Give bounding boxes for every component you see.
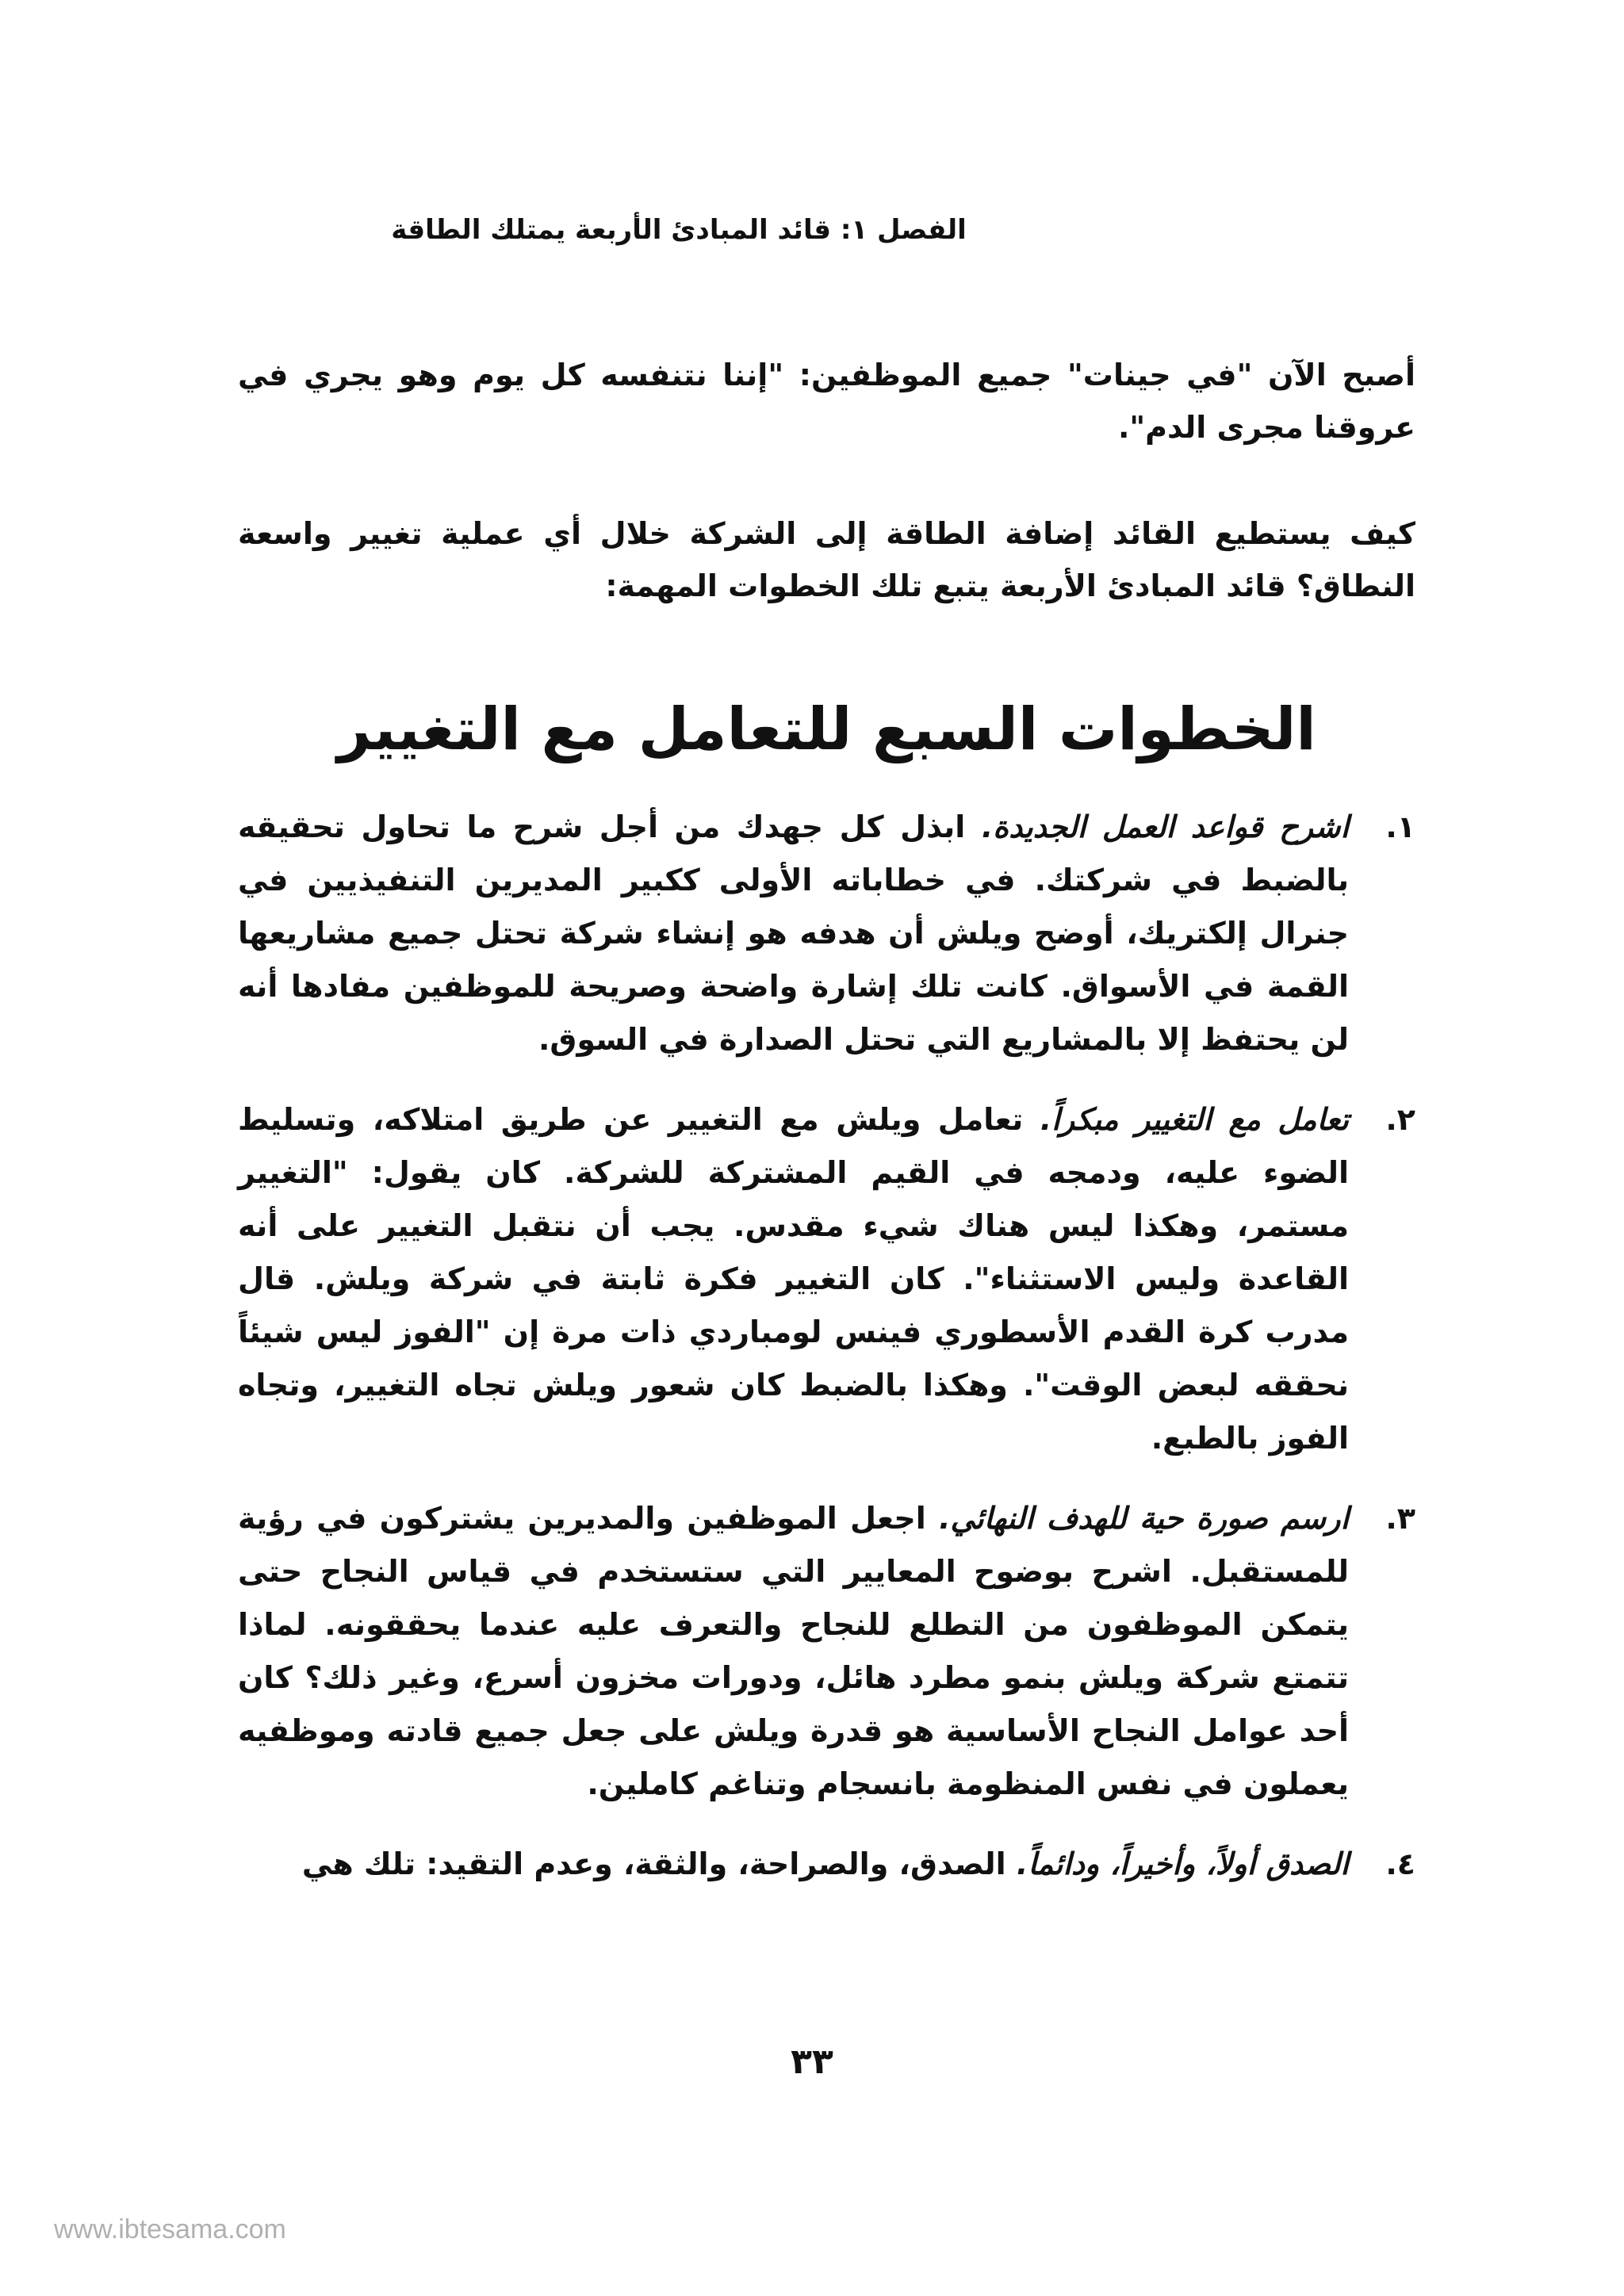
step-body (238, 1093, 1349, 1465)
step-number: ٢. (1385, 1102, 1415, 1137)
step-text: تعامل ويلش مع التغيير عن طريق امتلاكه، وتسليط الضوء عليه، ودمجه في القيم المشتركة للشركة. كان يقول: "التغيير مستمر، وهكذا ليس هناك شيء مقدس. يجب أن نتقبل التغيير على أنه القاعدة وليس الاستثناء". كان التغيير فكرة ثابتة في شركة ويلش. قال مدرب كرة القدم الأسطوري فينس لومباردي ذات مرة إن "الفوز ليس شيئاً نحققه لبعض الوقت". وهكذا بالضبط كان شعور ويلش تجاه التغيير، وتجاه الفوز بالطبع. (238, 1102, 1349, 1456)
step-item (238, 1838, 1415, 1891)
page-number: ٣٣ (791, 2042, 833, 2082)
step-text: الصدق، والصراحة، والثقة، وعدم التقيد: تلك هي (301, 1846, 1006, 1881)
step-text: ابذل كل جهدك من أجل شرح ما تحاول تحقيقه بالضبط في شركتك. في خطاباته الأولى ككبير المديرين التنفيذيين في جنرال إلكتريك، أوضح ويلش أن هدفه هو إنشاء شركة تحتل جميع مشاريعها القمة في الأسواق. كانت تلك إشارة واضحة وصريحة للموظفين مفادها أنه لن يحتفظ إلا بالمشاريع التي تحتل الصدارة في السوق. (238, 809, 1349, 1057)
step-lead: الصدق أولاً، وأخيراً، ودائماً. (1016, 1846, 1349, 1881)
step-number: ٤. (1385, 1846, 1415, 1881)
step-lead: اشرح قواعد العمل الجديدة. (981, 809, 1350, 844)
step-item (238, 1492, 1415, 1811)
step-item (238, 801, 1415, 1066)
intro-paragraph-2: كيف يستطيع القائد إضافة الطاقة إلى الشركة خلال أي عملية تغيير واسعة النطاق؟ قائد المبادئ الأربعة يتبع تلك الخطوات المهمة: (238, 516, 1415, 603)
step-lead: تعامل مع التغيير مبكراً. (1040, 1102, 1349, 1137)
running-header: الفصل ١: قائد المبادئ الأربعة يمتلك الطاقة (391, 214, 967, 246)
step-number: ٣. (1385, 1501, 1415, 1536)
steps-list (238, 801, 1415, 1918)
intro-paragraph-1: أصبح الآن "في جينات" جميع الموظفين: "إننا نتنفسه كل يوم وهو يجري في عروقنا مجرى الدم". (238, 358, 1415, 445)
section-heading: الخطوات السبع للتعامل مع التغيير (337, 695, 1316, 763)
watermark: www.ibtesama.com (54, 2214, 286, 2244)
step-text: اجعل الموظفين والمديرين يشتركون في رؤية للمستقبل. اشرح بوضوح المعايير التي ستستخدم في قياس النجاح حتى يتمكن الموظفون من التطلع للنجاح والتعرف عليه عندما يحققونه. لماذا تتمتع شركة ويلش بنمو مطرد هائل، ودورات مخزون أسرع، وغير ذلك؟ كان أحد عوامل النجاح الأساسية هو قدرة ويلش على جعل جميع قادته وموظفيه يعملون في نفس المنظومة بانسجام وتناغم كاملين. (238, 1501, 1349, 1801)
step-item (238, 1093, 1415, 1465)
step-body (238, 1492, 1349, 1811)
step-number: ١. (1385, 809, 1415, 844)
step-lead: ارسم صورة حية للهدف النهائي. (939, 1501, 1349, 1536)
step-body (238, 801, 1349, 1066)
step-body (238, 1838, 1349, 1891)
